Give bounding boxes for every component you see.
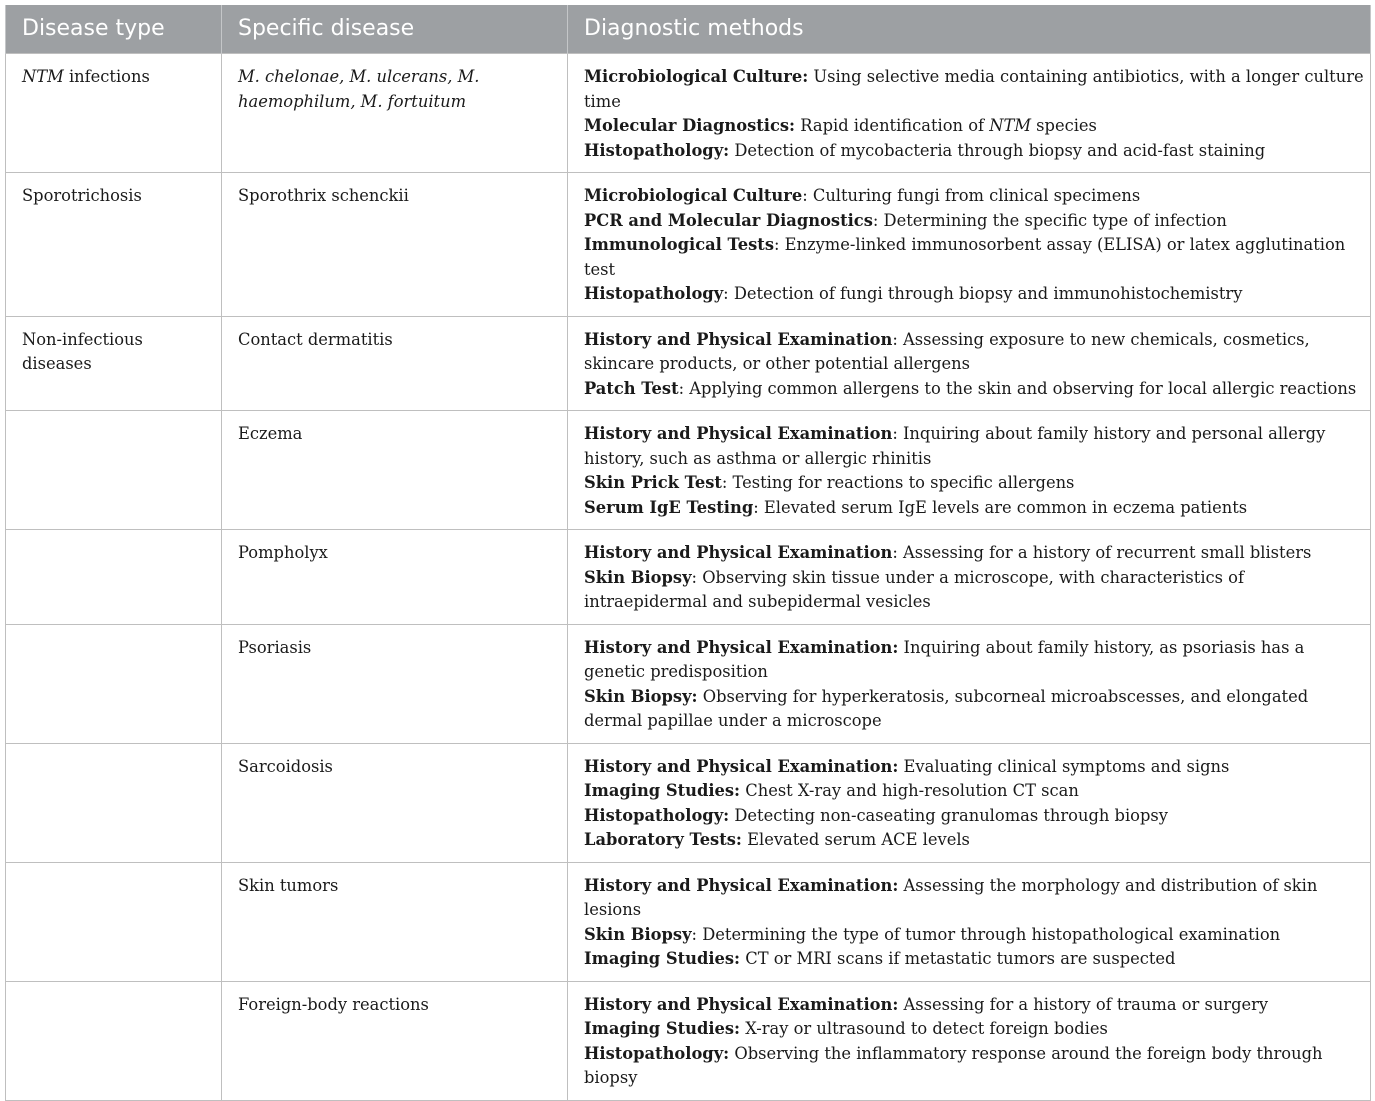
disease-type-cell [6, 411, 222, 530]
method-label: Patch Test [584, 378, 679, 398]
diagnostic-methods-cell [568, 743, 1371, 862]
header-specific-disease: Specific disease [222, 5, 568, 54]
method-label: History and Physical Examination [584, 329, 893, 349]
diagnostic-methods-cell [568, 316, 1371, 411]
method-description: : Determining the specific type of infection [872, 210, 1227, 230]
method-description: Chest X-ray and high-resolution CT scan [740, 781, 1079, 800]
method-description: Elevated serum ACE levels [741, 830, 970, 849]
disease-type-italic: NTM [22, 67, 64, 86]
method-label: Laboratory Tests: [584, 830, 742, 849]
method-label: Immunological Tests [584, 235, 774, 254]
method-label: Skin Biopsy [584, 567, 692, 587]
method-label: Molecular Diagnostics: [584, 116, 796, 135]
method-label: Skin Prick Test [584, 473, 722, 492]
method-description: : Testing for reactions to specific allergens [721, 473, 1075, 492]
specific-disease-cell [222, 316, 568, 411]
method-description: : Enzyme-linked immunosorbent assay (ELISA) or latex agglutination test [584, 235, 1346, 279]
method-description: : Inquiring about family history and personal allergy history, such as asthma or allergic rhinitis [584, 424, 1326, 468]
specific-disease-cell [222, 173, 568, 317]
method-entry [584, 947, 1366, 972]
method-description: Observing the inflammatory response around the foreign body through biopsy [584, 1043, 1323, 1087]
table-row [6, 173, 1371, 317]
method-entry [584, 184, 1366, 209]
disease-type-cell [6, 624, 222, 743]
method-description: Assessing for a history of trauma or surgery [898, 994, 1269, 1014]
disease-type-text: infections [63, 67, 150, 86]
method-description: Rapid identification of [795, 116, 990, 135]
method-entry [584, 636, 1366, 685]
diagnostic-methods-cell [568, 981, 1371, 1100]
table-row [6, 981, 1371, 1100]
method-entry [584, 65, 1366, 114]
table-row [6, 54, 1371, 173]
disease-type-text: Non-infectious diseases [22, 329, 143, 373]
method-description: : Culturing fungi from clinical specimens [802, 186, 1141, 205]
method-description: Inquiring about family history, as psoriasis has a genetic predisposition [584, 637, 1305, 681]
method-entry [584, 233, 1366, 282]
diagnostic-methods-cell [568, 624, 1371, 743]
method-entry [584, 1017, 1366, 1042]
table-row [6, 411, 1371, 530]
method-description: : Assessing exposure to new chemicals, cosmetics, skincare products, or other potential allergens [584, 329, 1310, 373]
method-entry [584, 114, 1366, 139]
method-entry [584, 139, 1366, 164]
table-header [6, 5, 1371, 54]
method-entry [584, 328, 1366, 377]
specific-disease-cell [222, 981, 568, 1100]
specific-disease-cell [222, 743, 568, 862]
disease-type-cell [6, 530, 222, 625]
method-entry [584, 1042, 1366, 1091]
method-label: History and Physical Examination: [584, 637, 899, 657]
specific-disease-cell [222, 624, 568, 743]
method-entry [584, 496, 1366, 521]
method-description: CT or MRI scans if metastatic tumors are suspected [740, 949, 1176, 968]
table-row [6, 624, 1371, 743]
method-entry [584, 779, 1366, 804]
method-entry [584, 209, 1366, 234]
specific-disease-text: Pompholyx [238, 543, 328, 562]
table-row [6, 743, 1371, 862]
method-description: : Assessing for a history of recurrent small blisters [892, 543, 1312, 562]
method-label: Skin Biopsy [584, 924, 692, 944]
method-description: Evaluating clinical symptoms and signs [898, 756, 1230, 776]
method-description: Observing for hyperkeratosis, subcorneal microabscesses, and elongated dermal papillae under a microscope [584, 686, 1309, 730]
method-label: Skin Biopsy: [584, 686, 698, 706]
method-label: History and Physical Examination [584, 543, 893, 562]
specific-disease-text: Psoriasis [238, 637, 312, 657]
table-row [6, 862, 1371, 981]
method-label: Microbiological Culture: [584, 67, 809, 86]
method-label: Histopathology: [584, 140, 730, 160]
method-label: Histopathology: [584, 1043, 730, 1063]
method-description: : Observing skin tissue under a microscope, with characteristics of intraepidermal and subepidermal vesicles [584, 567, 1245, 611]
specific-disease-cell [222, 862, 568, 981]
disease-type-cell [6, 316, 222, 411]
specific-disease-text: Foreign-body reactions [238, 994, 429, 1014]
diagnostic-methods-table-container [5, 5, 1370, 1101]
method-label: Microbiological Culture [584, 186, 803, 205]
method-description: Detection of mycobacteria through biopsy and acid-fast staining [729, 140, 1266, 160]
method-label: Histopathology: [584, 805, 730, 825]
disease-type-text: Sporotrichosis [22, 186, 142, 205]
method-description: : Determining the type of tumor through histopathological examination [691, 924, 1281, 944]
method-entry [584, 804, 1366, 829]
specific-disease-text: Eczema [238, 424, 303, 443]
method-description: Assessing the morphology and distribution of skin lesions [584, 875, 1318, 919]
diagnostic-methods-cell [568, 862, 1371, 981]
method-label: Histopathology [584, 284, 724, 303]
method-label: History and Physical Examination: [584, 756, 899, 776]
method-entry [584, 993, 1366, 1018]
method-description: Detecting non-caseating granulomas through biopsy [729, 805, 1168, 825]
method-description: : Detection of fungi through biopsy and immunohistochemistry [723, 284, 1243, 303]
method-label: Serum IgE Testing [584, 497, 754, 517]
specific-disease-cell [222, 54, 568, 173]
disease-type-cell [6, 743, 222, 862]
method-description: Using selective media containing antibiotics, with a longer culture time [584, 67, 1364, 111]
disease-type-cell [6, 981, 222, 1100]
header-disease-type: Disease type [6, 5, 222, 54]
table-row [6, 530, 1371, 625]
diagnostic-methods-cell [568, 54, 1371, 173]
diagnostic-methods-cell [568, 411, 1371, 530]
method-label: History and Physical Examination: [584, 875, 899, 895]
specific-disease-text: Sporothrix schenckii [238, 186, 409, 205]
method-entry [584, 874, 1366, 923]
diagnostic-methods-table [5, 5, 1371, 1101]
disease-type-cell [6, 862, 222, 981]
method-label: History and Physical Examination: [584, 994, 899, 1014]
disease-type-cell [6, 173, 222, 317]
method-label: History and Physical Examination [584, 424, 893, 443]
header-diagnostic-methods: Diagnostic methods [568, 5, 1371, 54]
method-entry [584, 923, 1366, 948]
table-row [6, 316, 1371, 411]
method-description: : Applying common allergens to the skin and observing for local allergic reactions [678, 378, 1357, 398]
specific-disease-text: Sarcoidosis [238, 756, 333, 776]
specific-disease-text: Skin tumors [238, 875, 339, 895]
method-entry [584, 566, 1366, 615]
method-label: Imaging Studies: [584, 949, 741, 968]
method-description-italic: NTM [989, 116, 1031, 135]
table-body [6, 54, 1371, 1101]
specific-disease-text: M. chelonae, M. ulcerans, M. haemophilum, M. fortuitum [238, 67, 480, 111]
method-entry [584, 755, 1366, 780]
diagnostic-methods-cell [568, 173, 1371, 317]
specific-disease-cell [222, 411, 568, 530]
method-entry [584, 377, 1366, 402]
method-label: Imaging Studies: [584, 781, 741, 800]
diagnostic-methods-cell [568, 530, 1371, 625]
method-entry [584, 541, 1366, 566]
method-label: PCR and Molecular Diagnostics [584, 210, 873, 230]
method-entry [584, 422, 1366, 471]
method-entry [584, 282, 1366, 307]
specific-disease-text: Contact dermatitis [238, 329, 393, 349]
header-row [6, 5, 1371, 54]
method-entry [584, 471, 1366, 496]
method-label: Imaging Studies: [584, 1019, 741, 1038]
method-description-tail: species [1031, 116, 1097, 135]
specific-disease-cell [222, 530, 568, 625]
method-description: : Elevated serum IgE levels are common in eczema patients [753, 497, 1248, 517]
disease-type-cell [6, 54, 222, 173]
method-description: X-ray or ultrasound to detect foreign bodies [740, 1019, 1108, 1038]
method-entry [584, 828, 1366, 853]
method-entry [584, 685, 1366, 734]
